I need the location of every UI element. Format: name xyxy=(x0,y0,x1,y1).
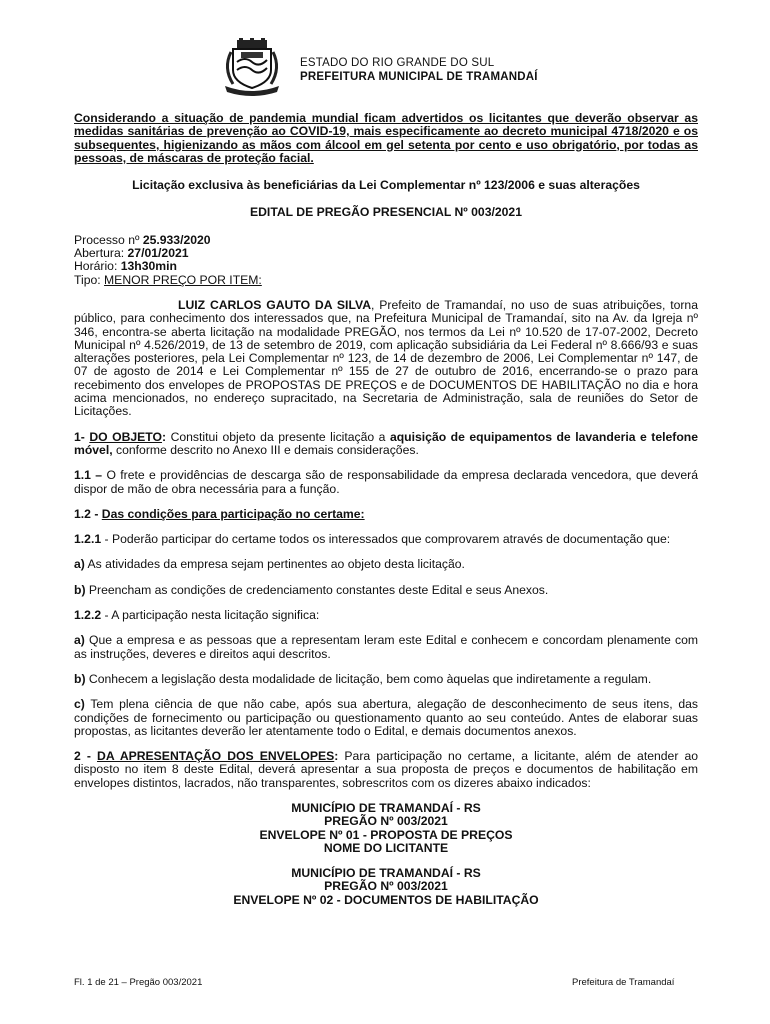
envelope-2-block xyxy=(74,867,698,907)
section-1-objeto: 1- DO OBJETO: Constitui objeto da presente licitação a aquisição de equipamentos de lavanderia e telefone móvel, conforme descrito no Anexo III e demais considerações. xyxy=(74,429,698,457)
exclusive-notice: Licitação exclusiva às beneficiárias da Lei Complementar nº 123/2006 e suas alterações xyxy=(132,178,640,193)
section-1-2-2: 1.2.2 - A participação nesta licitação significa: xyxy=(74,608,320,623)
envelope-2-line-3: ENVELOPE Nº 02 - DOCUMENTOS DE HABILITAÇÃO xyxy=(233,892,539,907)
intro-paragraph: LUIZ CARLOS GAUTO DA SILVA, Prefeito de Tramandaí, no uso de suas atribuições, torna público, para conhecimento dos interessados que, na Prefeitura Municipal de Tramandaí, sito na Av. da Igreja nº 346, encontra-se aberta licitação na modalidade PREGÃO, nos termos da Lei nº 10.520 de 17-07-2002, Decreto Municipal nº 4.526/2019, de 13 de setembro de 2019, com aplicação subsidiária da Lei Federal nº 8.666/93 e suas alterações posteriores, pela Lei Complementar nº 123, de 14 de dezembro de 2006, Lei Complementar nº 147, de 07 de agosto de 2014 e Lei Complementar nº 155 de 27 de outubro de 2016, encerrando-se o prazo para recebimento dos envelopes de PROPOSTAS DE PREÇOS e de DOCUMENTOS DE HABILITAÇÃO no dia e hora acima mencionados, no endereço supracitado, na Secretaria de Administração, sala de reuniões do Setor de Licitações. xyxy=(74,297,698,419)
municipal-coat-of-arms-icon xyxy=(219,38,285,96)
tipo-line: Tipo: MENOR PREÇO POR ITEM: xyxy=(74,272,262,287)
envelope-1-line-2: PREGÃO Nº 003/2021 xyxy=(324,814,448,829)
section-2-envelopes: 2 - DA APRESENTAÇÃO DOS ENVELOPES: Para participação no certame, a licitante, além de atender ao disposto no item 8 deste Edital, deverá apresentar a sua proposta de preços e documentos de habilitação em envelopes distintos, lacrados, não transparentes, sobrescritos com os dizeres abaixo indicados: xyxy=(74,749,699,790)
header-state: ESTADO DO RIO GRANDE DO SUL xyxy=(300,57,495,69)
envelope-2-line-1: MUNICÍPIO DE TRAMANDAÍ - RS xyxy=(291,866,481,881)
document-body xyxy=(74,112,698,907)
header-prefeitura: PREFEITURA MUNICIPAL DE TRAMANDAÍ xyxy=(300,71,538,83)
section-1-1: 1.1 – O frete e providências de descarga são de responsabilidade da empresa declarada vencedora, que deverá dispor de mão de obra necessária para a função. xyxy=(74,468,699,496)
item-b-1: b) Preencham as condições de credenciamento constantes deste Edital e seus Anexos. xyxy=(74,582,549,597)
footer-prefeitura: Prefeitura de Tramandaí xyxy=(572,977,675,988)
item-c-2: c) Tem plena ciência de que não cabe, após sua abertura, alegação de desconhecimento de seus itens, das condições de fornecimento ou participação ou questionamento quanto ao seu conteúdo. Antes de elaborar suas propostas, as licitantes deverão ler atentamente todo o Edital, e demais documentos anexos. xyxy=(74,697,698,738)
processo-line: Processo nº 25.933/2020 xyxy=(74,232,211,247)
envelope-1-line-4: NOME DO LICITANTE xyxy=(323,840,449,855)
envelope-2-line-2: PREGÃO Nº 003/2021 xyxy=(324,879,448,894)
footer-page-number: Fl. 1 de 21 – Pregão 003/2021 xyxy=(74,977,203,988)
item-a-1: a) As atividades da empresa sejam pertinentes ao objeto desta licitação. xyxy=(74,557,465,572)
horario-line: Horário: 13h30min xyxy=(74,259,177,274)
envelope-1-block xyxy=(74,802,698,855)
abertura-line: Abertura: 27/01/2021 xyxy=(74,246,189,261)
envelope-1-line-1: MUNICÍPIO DE TRAMANDAÍ - RS xyxy=(291,800,481,815)
covid-warning: Considerando a situação de pandemia mundial ficam advertidos os licitantes que deverão observar as medidas sanitárias de prevenção ao COVID-19, mais especificamente ao decreto municipal 4718/2020 e os subsequentes, higienizando as mãos com álcool em gel setenta por cento e uso obrigatório, por todas as pessoas, de máscaras de proteção facial. xyxy=(74,111,698,165)
section-1-2-1: 1.2.1 - Poderão participar do certame todos os interessados que comprovarem através de documentação que: xyxy=(74,532,671,547)
section-1-2: 1.2 - Das condições para participação no certame: xyxy=(74,506,365,521)
item-a-2: a) Que a empresa e as pessoas que a representam leram este Edital e conhecem e concordam plenamente com as instruções, deveres e direitos aqui descritos. xyxy=(74,633,698,661)
item-b-2: b) Conhecem a legislação desta modalidade de licitação, bem como àquelas que indiretamente a regulam. xyxy=(74,671,652,686)
envelope-1-line-3: ENVELOPE Nº 01 - PROPOSTA DE PREÇOS xyxy=(259,827,513,842)
edital-title: EDITAL DE PREGÃO PRESENCIAL Nº 003/2021 xyxy=(250,205,522,220)
